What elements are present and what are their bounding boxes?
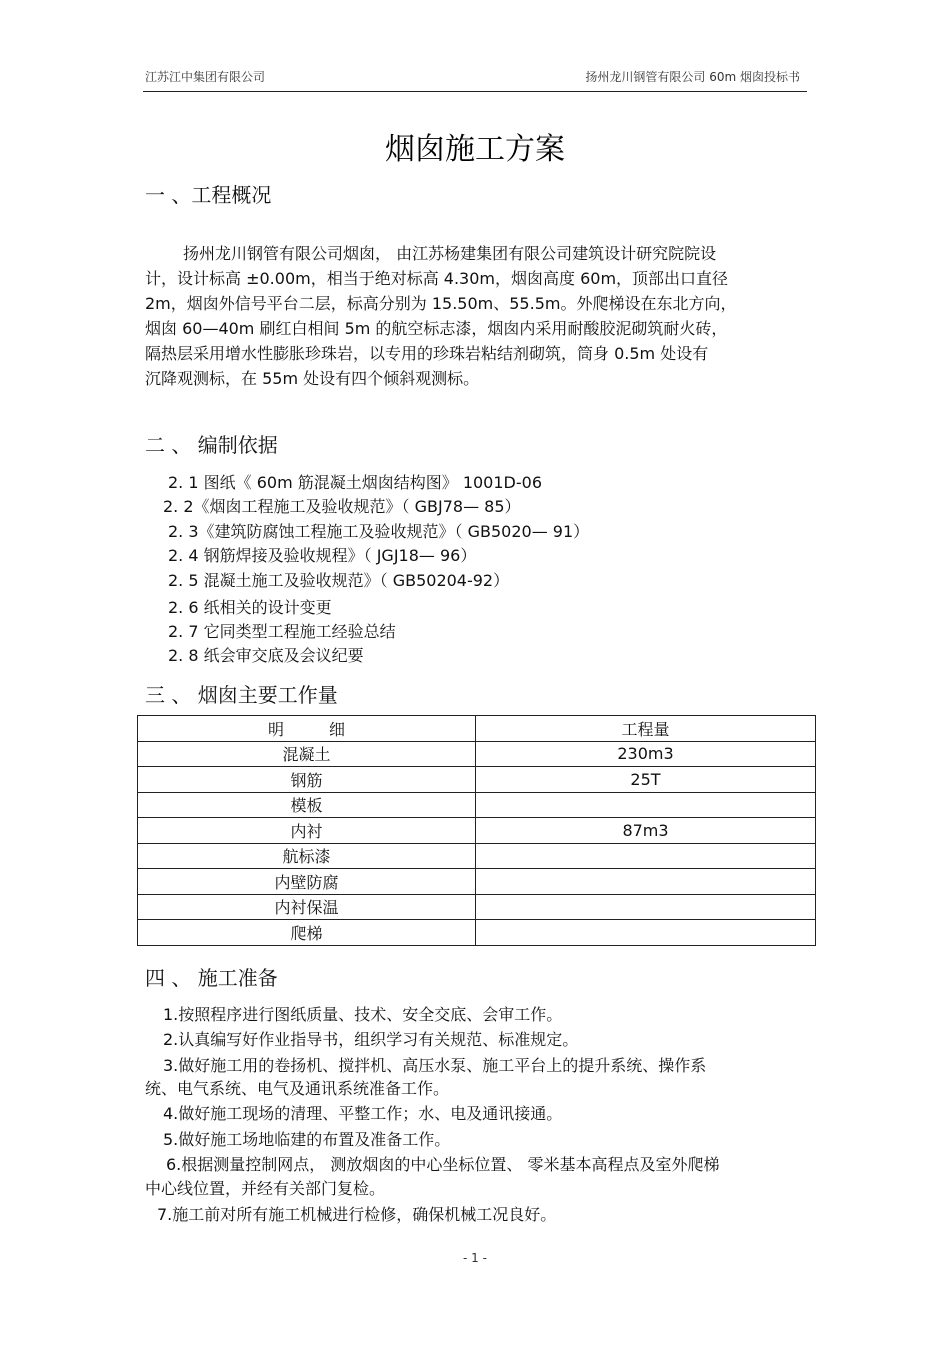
prep-item: 3.做好施工用的卷扬机、搅拌机、高压水泵、施工平台上的提升系统、操作系 [163, 1056, 707, 1075]
table-row [138, 741, 816, 767]
item-cell: 航标漆 [138, 843, 476, 869]
prep-item: 5.做好施工场地临建的布置及准备工作。 [163, 1130, 451, 1149]
quantity-cell [476, 894, 816, 920]
prep-item: 7.施工前对所有施工机械进行检修，确保机械工况良好。 [157, 1205, 557, 1224]
basis-item: 2. 8 纸会审交底及会议纪要 [168, 646, 364, 665]
workload-table [137, 715, 816, 946]
table-row [138, 920, 816, 946]
section-heading-basis: 二 、 编制依据 [145, 433, 278, 457]
basis-item: 2. 1 图纸《 60m 筋混凝土烟囱结构图》 1001D-06 [168, 473, 542, 492]
prep-item-continued: 统、电气系统、电气及通讯系统准备工作。 [145, 1079, 450, 1098]
item-cell: 钢筋 [138, 767, 476, 793]
item-cell: 内衬保温 [138, 894, 476, 920]
overview-line: 计，设计标高 ±0.00m，相当于绝对标高 4.30m，烟囱高度 60m，顶部出口直径 [145, 269, 729, 288]
item-cell: 爬梯 [138, 920, 476, 946]
table-header-row [138, 716, 816, 742]
basis-item: 2. 3《建筑防腐蚀工程施工及验收规范》（ GB5020— 91） [168, 522, 590, 541]
quantity-cell [476, 920, 816, 946]
overview-line: 隔热层采用增水性膨胀珍珠岩，以专用的珍珠岩粘结剂砌筑，筒身 0.5m 处设有 [145, 344, 709, 363]
quantity-cell: 87m3 [476, 818, 816, 844]
table-row [138, 843, 816, 869]
basis-item: 2. 2《烟囱工程施工及验收规范》（ GBJ78— 85） [163, 497, 521, 516]
header-divider [143, 91, 807, 92]
section-heading-workload: 三 、 烟囱主要工作量 [145, 683, 338, 707]
quantity-cell [476, 792, 816, 818]
basis-item: 2. 4 钢筋焊接及验收规程》（ JGJ18— 96） [168, 546, 477, 565]
table-row [138, 767, 816, 793]
prep-item: 6.根据测量控制网点， 测放烟囱的中心坐标位置、 零米基本高程点及室外爬梯 [166, 1155, 720, 1174]
item-cell: 内衬 [138, 818, 476, 844]
quantity-cell: 25T [476, 767, 816, 793]
overview-line: 扬州龙川钢管有限公司烟囱， 由江苏杨建集团有限公司建筑设计研究院院设 [183, 244, 717, 263]
quantity-cell: 230m3 [476, 741, 816, 767]
section-heading-preparation: 四 、 施工准备 [145, 966, 278, 990]
prep-item: 2.认真编写好作业指导书，组织学习有关规范、标准规定。 [163, 1030, 579, 1049]
prep-item: 1.按照程序进行图纸质量、技术、安全交底、会审工作。 [163, 1005, 563, 1024]
item-cell: 内壁防腐 [138, 869, 476, 895]
quantity-cell [476, 843, 816, 869]
item-cell: 混凝土 [138, 741, 476, 767]
overview-line: 烟囱 60—40m 刷红白相间 5m 的航空标志漆，烟囱内采用耐酸胶泥砌筑耐火砖， [145, 319, 728, 338]
prep-item: 4.做好施工现场的清理、平整工作；水、电及通讯接通。 [163, 1104, 563, 1123]
column-header-quantity: 工程量 [476, 716, 816, 742]
table-row [138, 792, 816, 818]
section-heading-overview: 一 、工程概况 [145, 183, 272, 207]
prep-item-continued: 中心线位置，并经有关部门复检。 [145, 1179, 386, 1198]
header-company-left: 江苏江中集团有限公司 [145, 70, 266, 84]
table-row [138, 818, 816, 844]
quantity-cell [476, 869, 816, 895]
page-number: - 1 - [463, 1251, 487, 1265]
basis-item: 2. 5 混凝土施工及验收规范》（ GB50204-92） [168, 571, 510, 590]
basis-item: 2. 7 它同类型工程施工经验总结 [168, 622, 396, 641]
header-document-right: 扬州龙川钢管有限公司 60m 烟囱投标书 [585, 70, 800, 84]
table-row [138, 869, 816, 895]
table-row [138, 894, 816, 920]
overview-line: 沉降观测标，在 55m 处设有四个倾斜观测标。 [145, 369, 480, 388]
item-cell: 模板 [138, 792, 476, 818]
overview-line: 2m，烟囱外信号平台二层，标高分别为 15.50m、55.5m。外爬梯设在东北方向， [145, 294, 737, 313]
page-title: 烟囱施工方案 [385, 132, 565, 167]
column-header-item: 明 细 [138, 716, 476, 742]
basis-item: 2. 6 纸相关的设计变更 [168, 598, 332, 617]
